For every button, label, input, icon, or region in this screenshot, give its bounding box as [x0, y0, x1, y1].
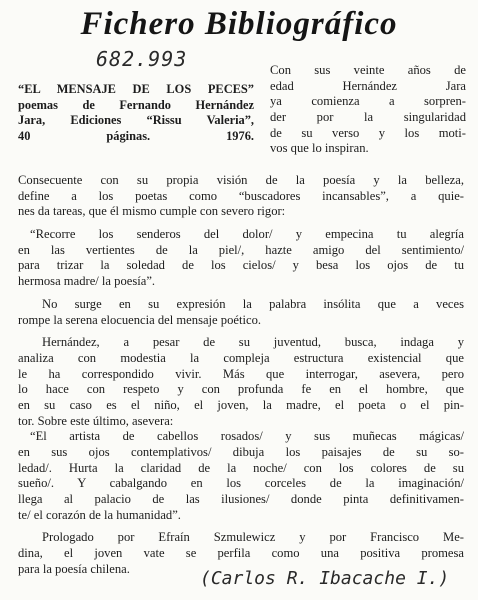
body-line: en su caso es el niño, el joven, la madre, el poeta o el pin-: [18, 397, 464, 412]
body-line: le ha correspondido vivir. Más que interrogar, asevera, pero: [18, 366, 464, 381]
body-line: No surge en su expresión la palabra insólita que a veces: [42, 296, 464, 311]
body-line: dina, el joven vate se perfila como una positiva promesa: [18, 546, 464, 561]
book-heading: [18, 82, 254, 145]
body-line: para la poesía chilena.: [18, 561, 130, 576]
quote-line: llega al palacio de las ilusiones/ donde pinta definitivamen-: [18, 492, 464, 507]
intro-line: de su verso y los moti-: [270, 125, 466, 140]
book-author-line: poemas de Fernando Hernández: [18, 97, 254, 112]
quote-line: “El artista de cabellos rosados/ y sus muñecas mágicas/: [30, 429, 464, 444]
intro-line: der por la singularidad: [270, 110, 466, 125]
quote-line: en las vertientes de la piel/, hazte amigo del sentimiento/: [18, 242, 464, 257]
intro-line: edad Hernández Jara: [270, 78, 466, 93]
body-line: Hernández, a pesar de su juventud, busca, indaga y: [42, 335, 464, 350]
quote-line: “Recorre los senderos del dolor/ y empecina tu alegría: [30, 227, 464, 242]
intro-line: vos que lo inspiran.: [270, 141, 369, 156]
intro-column: [270, 63, 466, 157]
quote-line: para trizar la soledad de los cielos/ y besa los ojos de tu: [18, 258, 464, 273]
quote-line: te/ el corazón de la humanidad”.: [18, 507, 181, 522]
body-line: define a los poetas como “buscadores incansables”, a quie-: [18, 188, 464, 203]
intro-line: ya comienza a sorpren-: [270, 94, 466, 109]
body-line: analiza con modestia la compleja estructura existencial que: [18, 350, 464, 365]
section-title: Fichero Bibliográfico: [80, 6, 398, 42]
intro-line: Con sus veinte años de: [270, 63, 466, 77]
handwritten-catalog-number: 682.993: [96, 47, 188, 71]
body-line: nes da tareas, que él mismo cumple con severo rigor:: [18, 204, 286, 219]
handwritten-signature: (Carlos R. Ibacache I.): [200, 568, 450, 589]
book-pages-line: 40 páginas. 1976.: [18, 129, 254, 144]
body-line: lo hace con respeto y con profunda fe en el hombre, que: [18, 382, 464, 397]
body-line: Consecuente con su propia visión de la poesía y la belleza,: [18, 173, 464, 187]
review-body: [18, 173, 464, 578]
body-line: rompe la serena elocuencia del mensaje poético.: [18, 312, 262, 327]
body-line: Prologado por Efraín Szmulewicz y por Francisco Me-: [42, 530, 464, 545]
quote-line: ledad/. Hurta la claridad de la noche/ con los colores de su: [18, 460, 464, 475]
book-publisher-line: Jara, Ediciones “Rissu Valeria”,: [18, 113, 254, 128]
quote-line: sueño/. Y cabalgando en los corceles de la imaginación/: [18, 476, 464, 491]
body-line: tor. Sobre este último, asevera:: [18, 413, 174, 428]
quote-line: en sus ojos contemplativos/ dibuja los paisajes de su so-: [18, 445, 464, 459]
book-title-line: “EL MENSAJE DE LOS PECES”: [18, 82, 254, 96]
quote-line: hermosa madre/ la poesía”.: [18, 274, 156, 289]
